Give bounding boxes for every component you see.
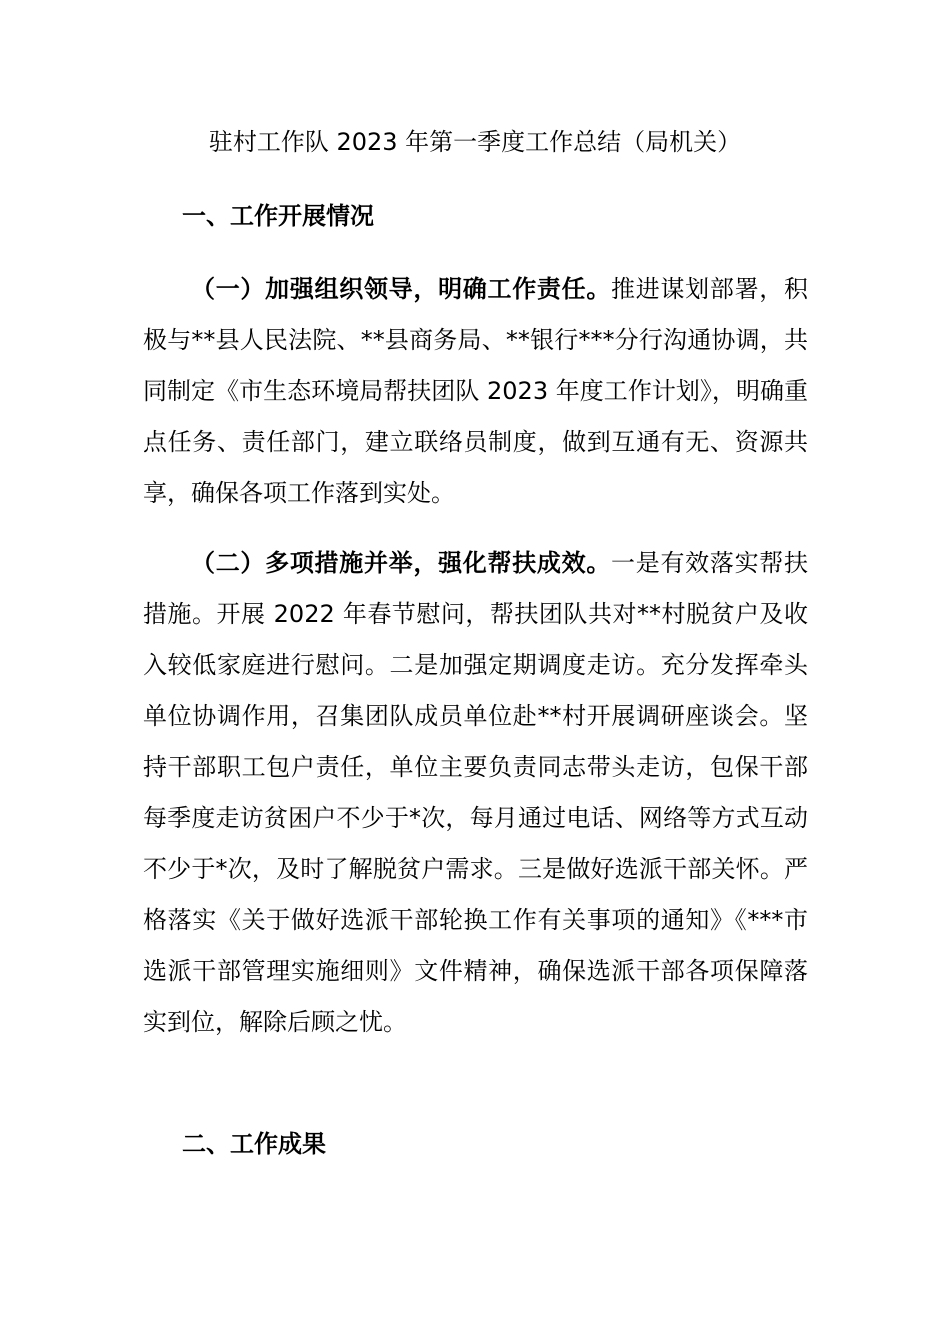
paragraph-lead-multiple-measures: （二）多项措施并举，强化帮扶成效。: [191, 549, 612, 577]
paragraph-lead-organization-leadership: （一）加强组织领导，明确工作责任。: [191, 275, 612, 303]
section-heading-work-progress: 一、工作开展情况: [182, 202, 374, 230]
paragraph-body-multiple-measures: 一是有效落实帮扶措施。开展 2022 年春节慰问，帮扶团队共对**村脱贫户及收入较低家庭进行慰问。二是加强定期调度走访。充分发挥牵头单位协调作用，召集团队成员单位赴**村开展调研座谈会。坚持干部职工包户责任，单位主要负责同志带头走访，包保干部每季度走访贫困户不少于*次，每月通过电话、网络等方式互动不少于*次，及时了解脱贫户需求。三是做好选派干部关怀。严格落实《关于做好选派干部轮换工作有关事项的通知》《***市选派干部管理实施细则》文件精神，确保选派干部各项保障落实到位，解除后顾之忧。: [143, 549, 809, 1036]
paragraph-organization-leadership: [143, 264, 808, 519]
section-heading-work-results: 二、工作成果: [182, 1130, 326, 1158]
paragraph-body-organization-leadership: 推进谋划部署，积极与**县人民法院、**县商务局、**银行***分行沟通协调，共同制定《市生态环境局帮扶团队 2023 年度工作计划》，明确重点任务、责任部门，建立联络员制度，做到互通有无、资源共享，确保各项工作落到实处。: [143, 275, 809, 507]
paragraph-multiple-measures: [143, 538, 808, 1048]
document-title: 驻村工作队 2023 年第一季度工作总结（局机关）: [208, 128, 742, 156]
